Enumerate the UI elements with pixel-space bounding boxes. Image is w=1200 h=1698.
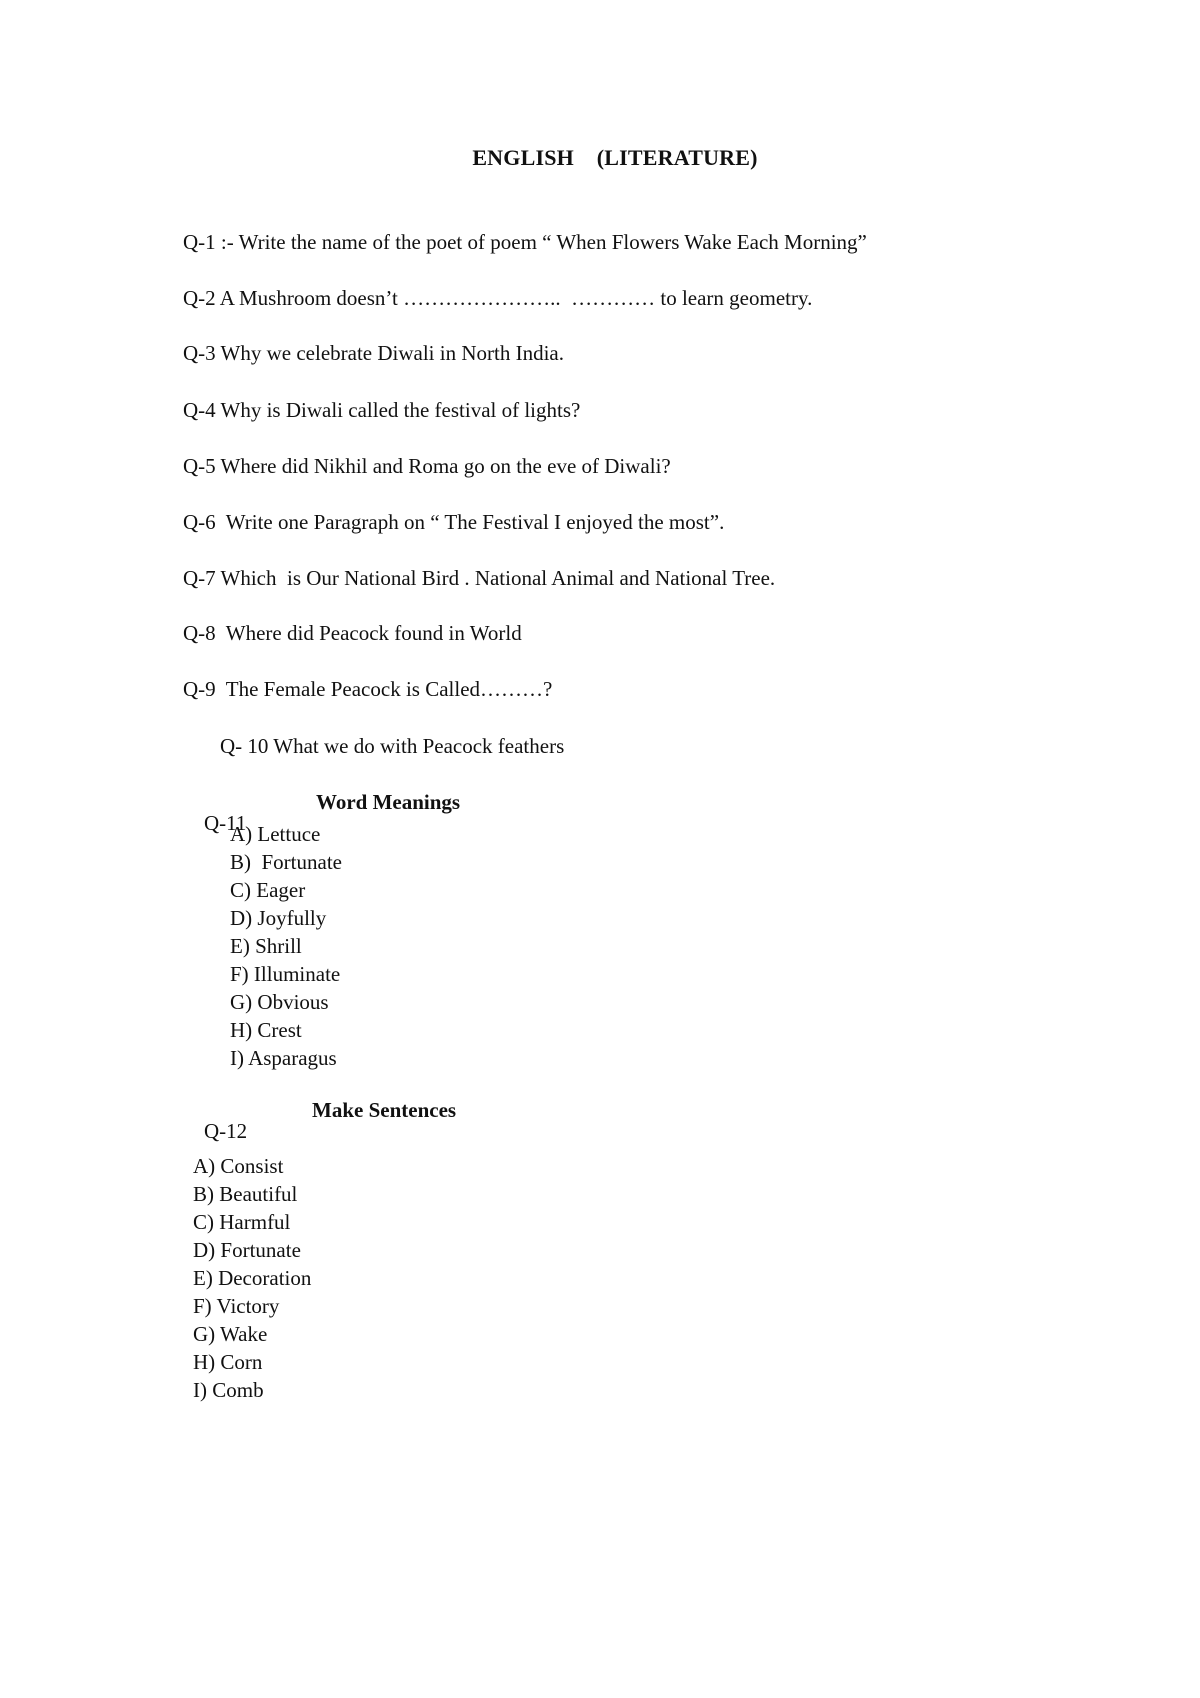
- question-12-number: Q-12: [204, 1119, 248, 1143]
- question-11-number: Q-11: [204, 811, 247, 835]
- make-sentences-heading: Make Sentences: [312, 1098, 457, 1122]
- question-1: Q-1 :- Write the name of the poet of poem “ When Flowers Wake Each Morning”: [183, 230, 867, 254]
- list-item: H) Corn: [193, 1350, 263, 1374]
- question-7: Q-7 Which is Our National Bird . National Animal and National Tree.: [183, 566, 776, 590]
- list-item: E) Shrill: [230, 934, 302, 958]
- list-item: F) Victory: [193, 1294, 280, 1318]
- word-meanings-list: [230, 820, 342, 1072]
- make-sentences-list: [193, 1152, 311, 1404]
- question-5: Q-5 Where did Nikhil and Roma go on the eve of Diwali?: [183, 454, 671, 478]
- list-item: A) Consist: [193, 1154, 284, 1178]
- question-4: Q-4 Why is Diwali called the festival of lights?: [183, 398, 581, 422]
- list-item: G) Wake: [193, 1322, 268, 1346]
- word-meanings-heading: Word Meanings: [316, 790, 461, 814]
- list-item: E) Decoration: [193, 1266, 312, 1290]
- question-2: Q-2 A Mushroom doesn’t ………………….. ………… to learn geometry.: [183, 286, 813, 310]
- list-item: I) Asparagus: [230, 1046, 337, 1070]
- question-6: Q-6 Write one Paragraph on “ The Festival I enjoyed the most”.: [183, 510, 725, 534]
- question-8: Q-8 Where did Peacock found in World: [183, 621, 522, 645]
- question-3: Q-3 Why we celebrate Diwali in North India.: [183, 341, 564, 365]
- list-item: F) Illuminate: [230, 962, 341, 986]
- list-item: B) Fortunate: [230, 850, 342, 874]
- page-title: ENGLISH (LITERATURE): [472, 145, 758, 170]
- list-item: I) Comb: [193, 1378, 264, 1402]
- list-item: B) Beautiful: [193, 1182, 298, 1206]
- question-9: Q-9 The Female Peacock is Called………?: [183, 677, 553, 701]
- question-10: Q- 10 What we do with Peacock feathers: [220, 734, 565, 758]
- list-item: A) Lettuce: [230, 822, 321, 846]
- list-item: C) Harmful: [193, 1210, 291, 1234]
- list-item: H) Crest: [230, 1018, 302, 1042]
- list-item: C) Eager: [230, 878, 306, 902]
- list-item: D) Joyfully: [230, 906, 327, 930]
- list-item: G) Obvious: [230, 990, 329, 1014]
- list-item: D) Fortunate: [193, 1238, 301, 1262]
